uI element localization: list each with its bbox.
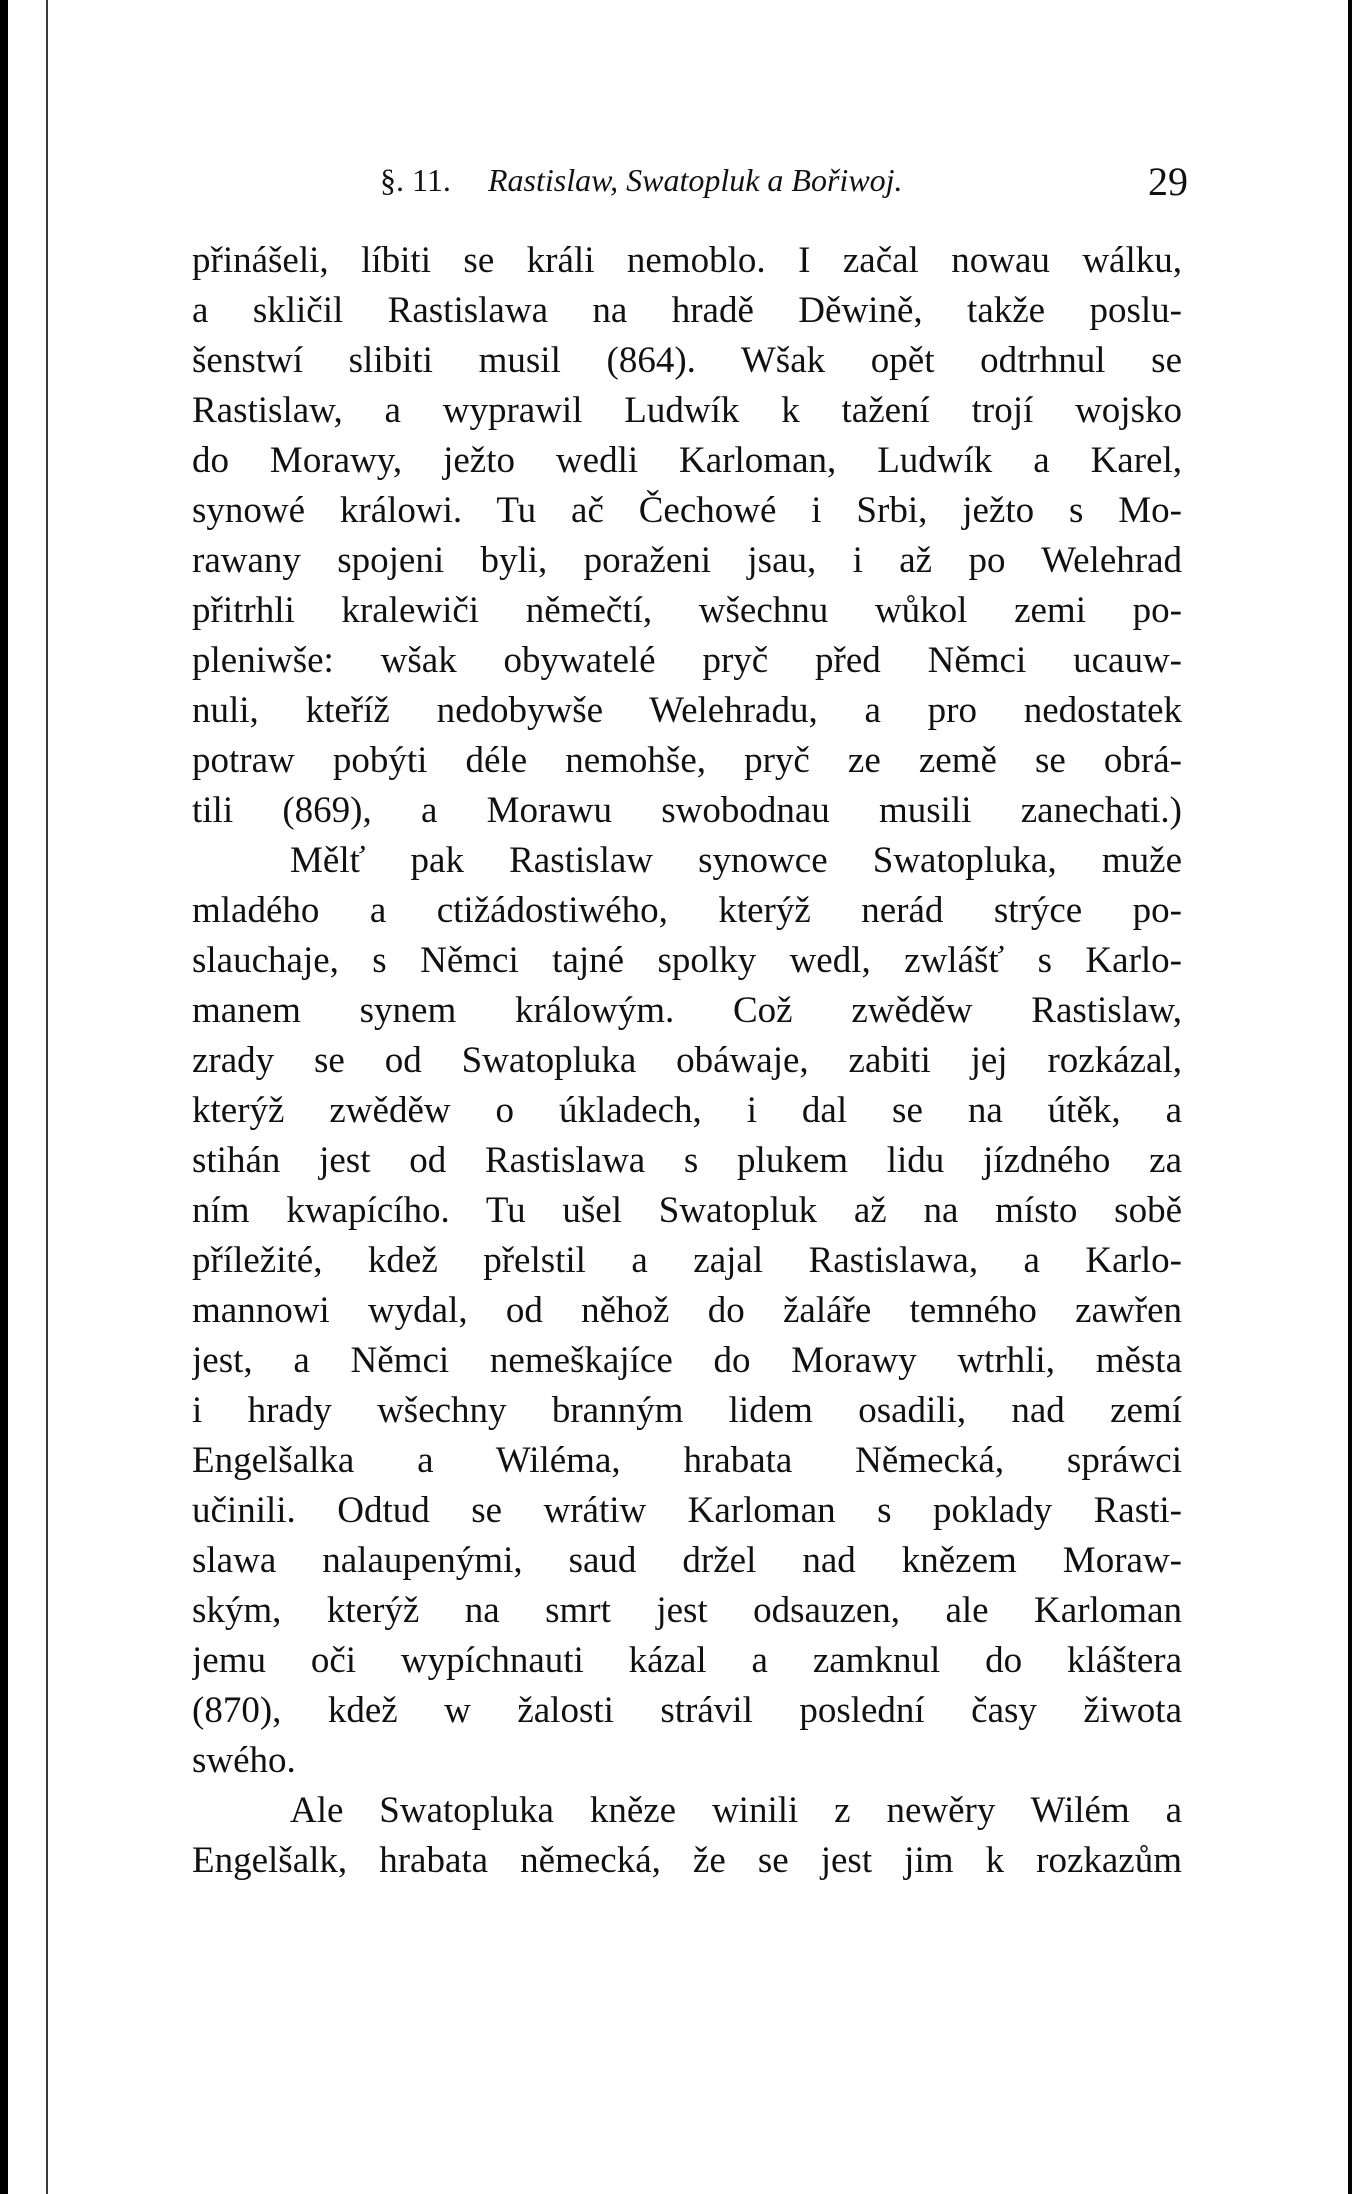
text-line: pleniwše: wšak obywatelé pryč před Němci ucauw- [192, 640, 1182, 681]
text-line: slawa nalaupenými, saud držel nad knězem Moraw- [192, 1540, 1182, 1581]
text-line: ním kwapícího. Tu ušel Swatopluk až na místo sobě [192, 1190, 1182, 1231]
text-line: synowé králowi. Tu ač Čechowé i Srbi, ježto s Mo- [192, 490, 1182, 531]
text-line: přitrhli kralewiči němečtí, wšechnu wůkol zemi po- [192, 590, 1182, 631]
text-line: slauchaje, s Němci tajné spolky wedl, zwlášť s Karlo- [192, 940, 1182, 981]
text-line: jest, a Němci nemeškajíce do Morawy wtrhli, města [192, 1340, 1182, 1381]
text-line: manem synem králowým. Což zwěděw Rastislaw, [192, 990, 1182, 1031]
text-line: mannowi wydal, od něhož do žaláře temného zawřen [192, 1290, 1182, 1331]
text-line: stihán jest od Rastislawa s plukem lidu jízdného za [192, 1140, 1182, 1181]
text-line: zrady se od Swatopluka obáwaje, zabiti jej rozkázal, [192, 1040, 1182, 1081]
paragraph-end-line: swého. [192, 1740, 296, 1781]
text-line: učinili. Odtud se wrátiw Karloman s poklady Rasti- [192, 1490, 1182, 1531]
running-header [380, 159, 1188, 204]
text-line: nuli, kteříž nedobywše Welehradu, a pro nedostatek [192, 690, 1182, 731]
text-line: potraw pobýti déle nemohše, pryč ze země se obrá- [192, 740, 1182, 781]
paragraph-start-line: Ale Swatopluka kněze winili z newěry Wilém a [290, 1790, 1182, 1831]
text-line: a skličil Rastislawa na hradě Děwině, takže poslu- [192, 290, 1182, 331]
text-line: přinášeli, líbiti se králi nemoblo. I začal nowau wálku, [192, 240, 1182, 281]
text-line: Engelšalk, hrabata německá, že se jest jim k rozkazům [192, 1840, 1182, 1881]
text-line: kterýž zwěděw o úkladech, i dal se na útěk, a [192, 1090, 1182, 1131]
text-line: mladého a ctižádostiwého, kterýž nerád strýce po- [192, 890, 1182, 931]
text-line: i hrady wšechny branným lidem osadili, nad zemí [192, 1390, 1182, 1431]
running-title: Rastislaw, Swatopluk a Bořiwoj. [488, 162, 903, 198]
text-line: Engelšalka a Wiléma, hrabata Německá, spráwci [192, 1440, 1182, 1481]
text-line: šenstwí slibiti musil (864). Wšak opět odtrhnul se [192, 340, 1182, 381]
text-line: do Morawy, ježto wedli Karloman, Ludwík a Karel, [192, 440, 1182, 481]
body-text [192, 236, 1182, 1886]
text-line: (870), kdež w žalosti strávil poslední časy žiwota [192, 1690, 1182, 1731]
page-spine-edge [46, 0, 48, 2194]
section-number: §. 11. [380, 162, 451, 198]
paragraph-start-line: Mělť pak Rastislaw synowce Swatopluka, muže [290, 840, 1182, 881]
text-line: tili (869), a Morawu swobodnau musili zanechati.) [192, 790, 1182, 831]
text-line: Rastislaw, a wyprawil Ludwík k tažení trojí wojsko [192, 390, 1182, 431]
text-line: jemu oči wypíchnauti kázal a zamknul do kláštera [192, 1640, 1182, 1681]
text-line: ským, kterýž na smrt jest odsauzen, ale Karloman [192, 1590, 1182, 1631]
text-line: rawany spojeni byli, poraženi jsau, i až po Welehrad [192, 540, 1182, 581]
text-line: příležité, kdež přelstil a zajal Rastislawa, a Karlo- [192, 1240, 1182, 1281]
book-page [8, 0, 1348, 2194]
page-number: 29 [1148, 159, 1188, 204]
